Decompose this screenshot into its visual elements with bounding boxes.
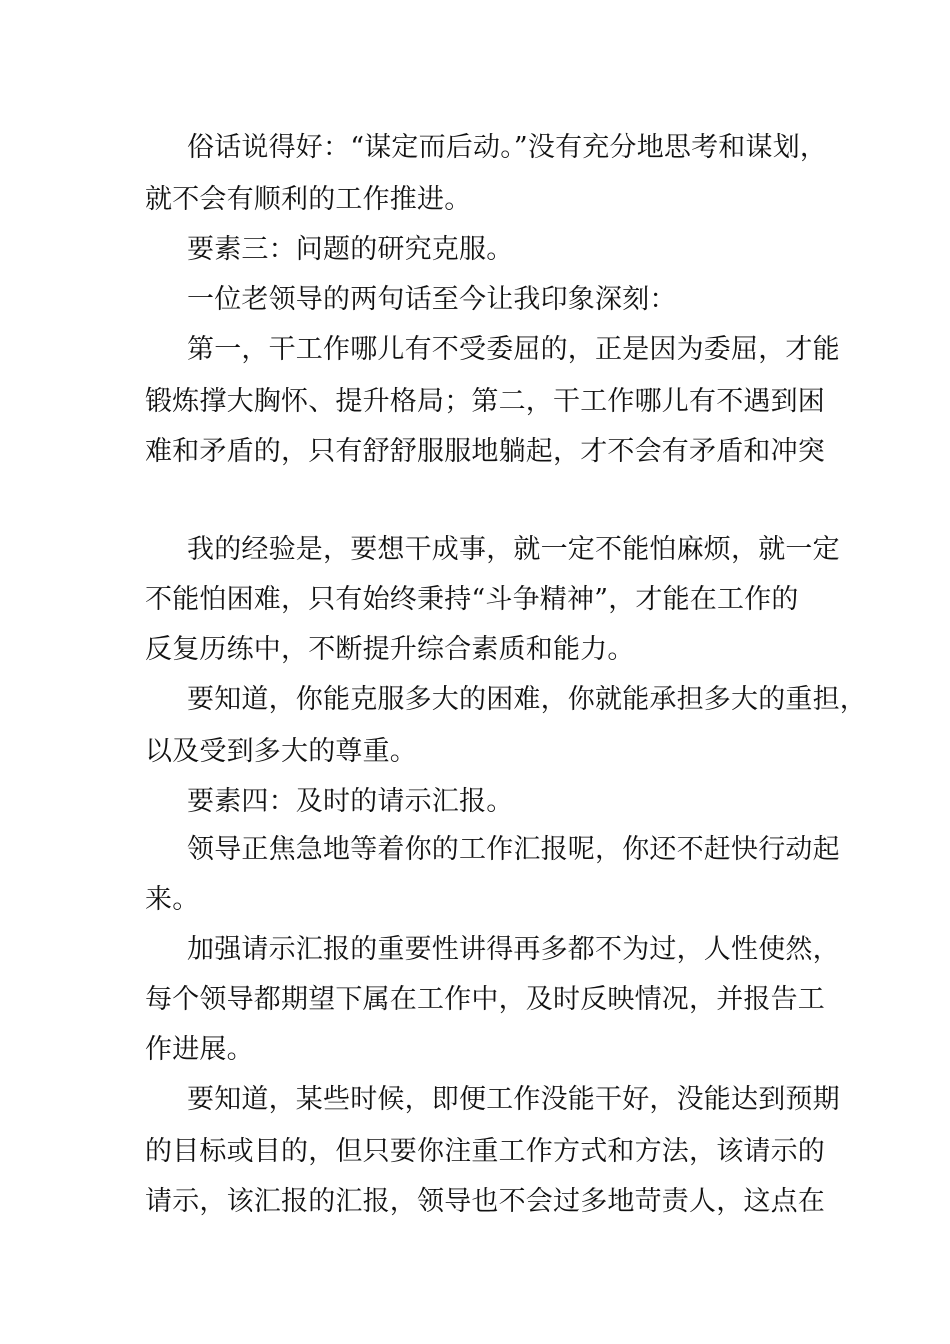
paragraph-line: 要知道，某些时候，即便工作没能干好，没能达到预期 (187, 1084, 840, 1115)
paragraph-line: 要知道，你能克服多大的困难，你就能承担多大的重担， (187, 684, 867, 715)
paragraph-line: 难和矛盾的，只有舒舒服服地躺起，才不会有矛盾和冲突 (145, 436, 825, 467)
paragraph-line: 以及受到多大的尊重。 (145, 736, 417, 767)
paragraph-line: 来。 (145, 884, 200, 915)
paragraph-line: 就不会有顺利的工作推进。 (145, 184, 472, 215)
paragraph-line: 加强请示汇报的重要性讲得再多都不为过，人性使然， (187, 934, 840, 965)
paragraph-line: 作进展。 (145, 1034, 254, 1065)
paragraph-line: 第一，干工作哪儿有不受委屈的，正是因为委屈，才能 (187, 334, 840, 365)
paragraph-line: 不能怕困难，只有始终秉持“斗争精神”，才能在工作的 (145, 584, 799, 615)
paragraph-line: 的目标或目的，但只要你注重工作方式和方法，该请示的 (145, 1136, 825, 1167)
paragraph-line: 我的经验是，要想干成事，就一定不能怕麻烦，就一定 (187, 534, 840, 565)
paragraph-line: 锻炼撑大胸怀、提升格局；第二，干工作哪儿有不遇到困 (145, 386, 825, 417)
section-heading: 要素三：问题的研究克服。 (187, 234, 514, 265)
paragraph-line: 领导正焦急地等着你的工作汇报呢，你还不赶快行动起 (187, 834, 840, 865)
section-heading: 要素四：及时的请示汇报。 (187, 786, 514, 817)
paragraph-line: 反复历练中，不断提升综合素质和能力。 (145, 634, 635, 665)
paragraph-line: 一位老领导的两句话至今让我印象深刻： (187, 284, 677, 315)
paragraph-line: 俗话说得好：“谋定而后动。”没有充分地思考和谋划， (187, 132, 828, 163)
paragraph-line: 每个领导都期望下属在工作中，及时反映情况，并报告工 (145, 984, 825, 1015)
paragraph-line: 请示，该汇报的汇报，领导也不会过多地苛责人，这点在 (145, 1186, 825, 1217)
